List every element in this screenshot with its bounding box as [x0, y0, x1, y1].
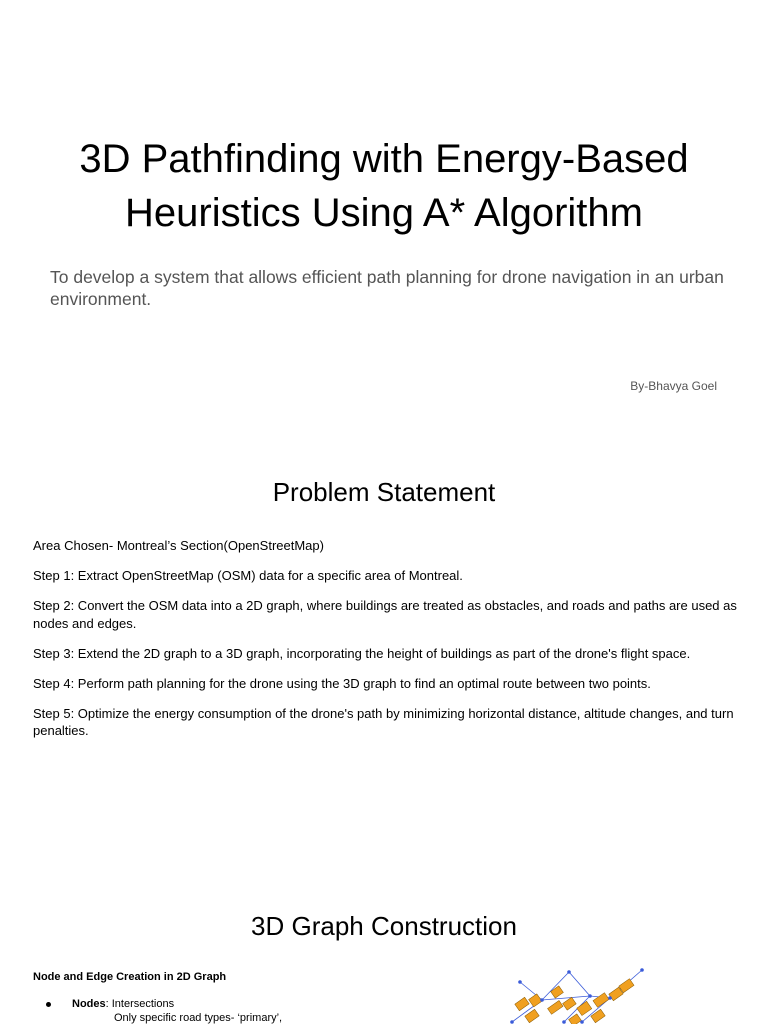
step-5-line: Step 5: Optimize the energy consumption of the drone's path by minimizing horizontal distance, altitude changes, and turn penalties.	[33, 705, 734, 738]
graph-edge	[569, 972, 590, 996]
building	[551, 986, 564, 998]
buildings	[515, 979, 634, 1024]
osm-graph-svg	[452, 960, 667, 1024]
graph-node	[580, 1020, 584, 1024]
building	[577, 1001, 592, 1015]
building	[529, 994, 542, 1007]
osm-graph-figure	[452, 960, 667, 1024]
problem-statement-heading: Problem Statement	[272, 477, 496, 507]
graph-node	[540, 998, 544, 1002]
nodes-label: Nodes	[72, 998, 106, 1010]
step-3-line: Step 3: Extend the 2D graph to a 3D graph, incorporating the height of buildings as part of the drone's flight space.	[33, 645, 691, 661]
steps-list	[33, 537, 743, 752]
graph-edge	[542, 996, 590, 1000]
nodes-bullet	[33, 997, 413, 1024]
title-line-2: Heuristics Using A* Algorithm	[125, 191, 643, 235]
building	[591, 1009, 605, 1022]
area-chosen-line: Area Chosen- Montreal’s Section(OpenStreetMap)	[33, 538, 324, 553]
title-slide	[0, 0, 768, 432]
title-line-1: 3D Pathfinding with Energy-Based	[79, 137, 689, 181]
subtitle: To develop a system that allows efficient path planning for drone navigation in an urban environment.	[50, 267, 724, 309]
building	[563, 997, 577, 1010]
graph-node	[510, 1020, 514, 1024]
step-2-line: Step 2: Convert the OSM data into a 2D graph, where buildings are treated as obstacles, and roads and paths are used as nodes and edges.	[33, 598, 737, 631]
building	[548, 1001, 563, 1015]
problem-statement-slide	[0, 432, 768, 864]
node-edge-subheading: Node and Edge Creation in 2D Graph	[33, 971, 227, 983]
step-1-line: Step 1: Extract OpenStreetMap (OSM) data for a specific area of Montreal.	[33, 568, 463, 583]
author-credit: By-Bhavya Goel	[630, 379, 717, 393]
page-title	[0, 132, 768, 240]
bullet-dot-icon	[46, 1002, 51, 1007]
graph-node	[640, 968, 644, 972]
nodes-text: : Intersections	[105, 998, 175, 1010]
nodes-bullet-list	[33, 997, 413, 1024]
graph-construction-heading: 3D Graph Construction	[251, 911, 517, 941]
building	[515, 997, 529, 1010]
graph-node	[588, 994, 592, 998]
graph-node	[567, 970, 571, 974]
graph-node	[608, 996, 612, 1000]
nodes-subtext: Only specific road types- ‘primary’,	[114, 1012, 283, 1024]
step-4-line: Step 4: Perform path planning for the drone using the 3D graph to find an optimal route between two points.	[33, 675, 651, 691]
graph-node	[562, 1020, 566, 1024]
graph-construction-slide	[0, 864, 768, 1024]
building	[593, 993, 609, 1008]
graph-node	[518, 980, 522, 984]
